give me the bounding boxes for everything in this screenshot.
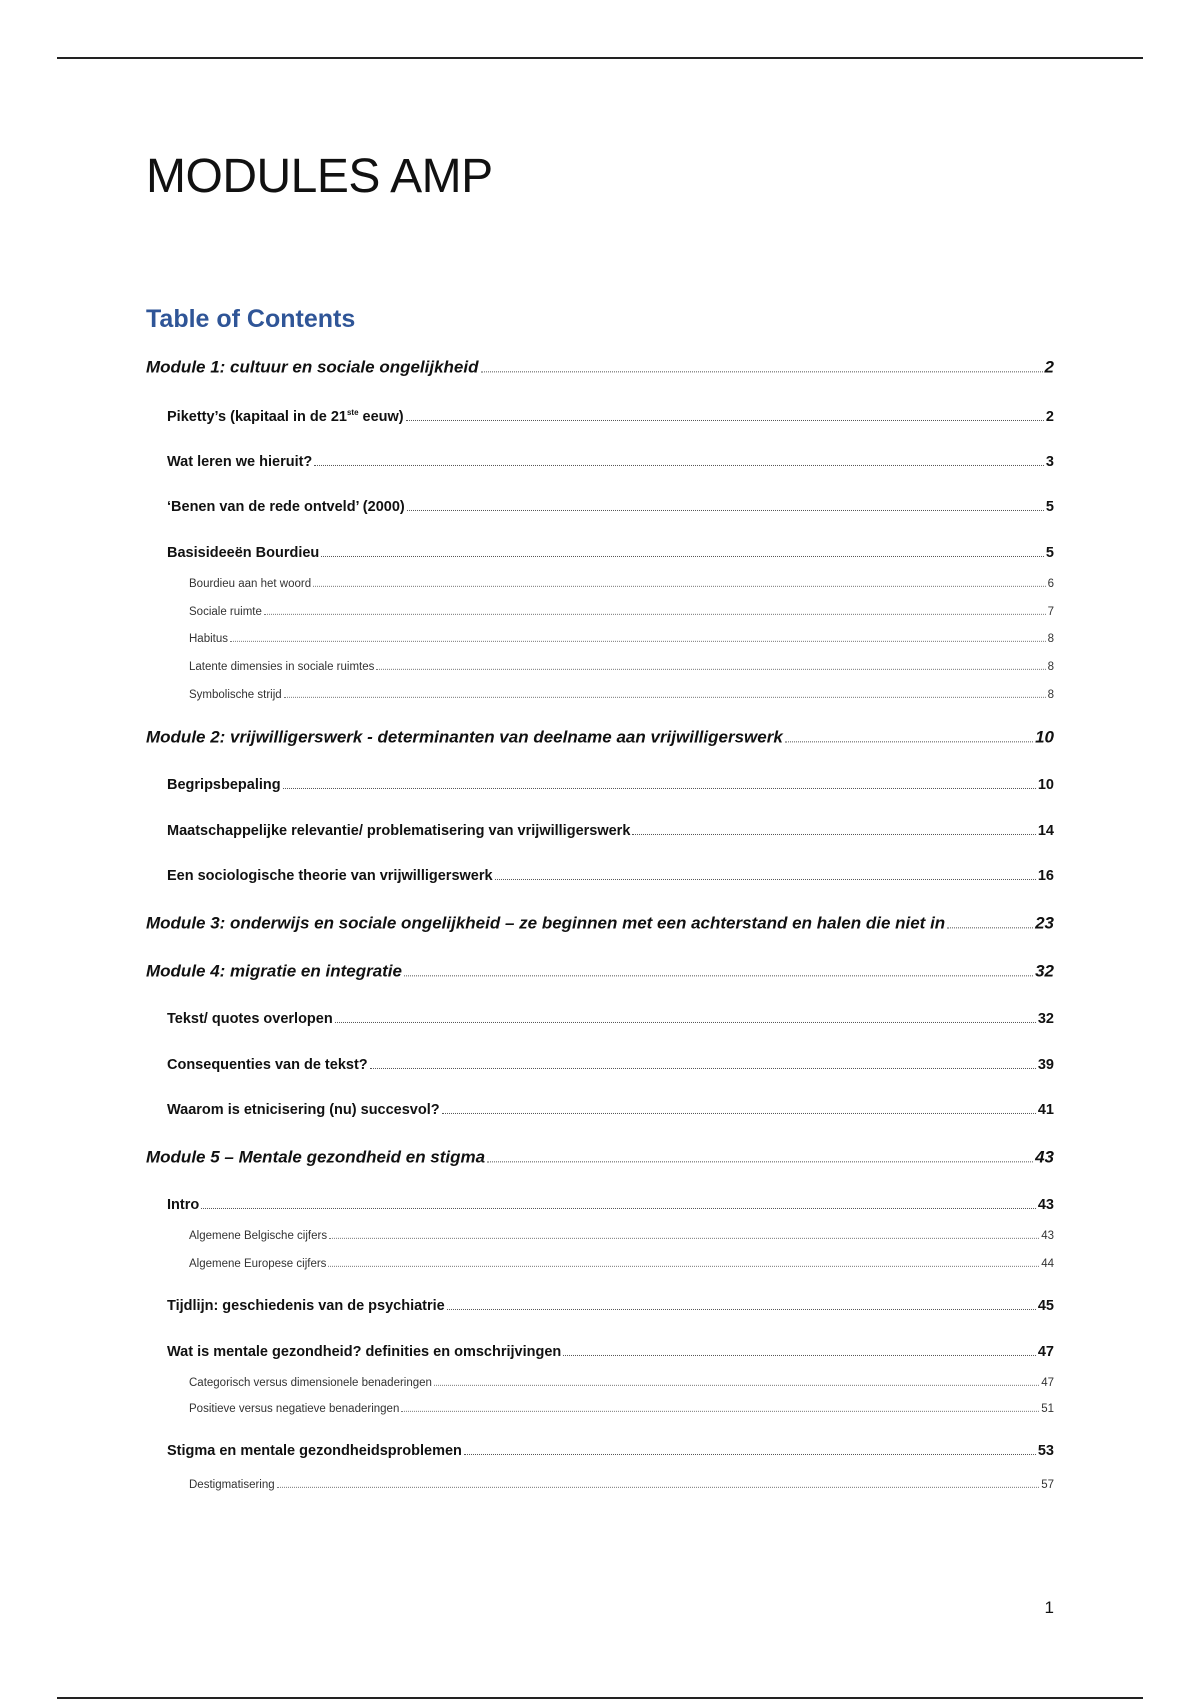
toc-entry-title: Intro	[167, 1197, 200, 1214]
document-title: MODULES AMP	[146, 150, 493, 203]
toc-entry-title: Latente dimensies in sociale ruimtes	[189, 661, 375, 674]
dot-leader	[335, 1009, 1036, 1023]
toc-entry-page-number: 3	[1045, 454, 1054, 471]
toc-entry-level2[interactable]	[167, 821, 1054, 839]
toc-entry-page-number: 5	[1045, 499, 1054, 516]
toc-entry-title: Bourdieu aan het woord	[189, 578, 312, 591]
toc-entry-page-number: 16	[1037, 868, 1054, 885]
toc-entry-page-number: 6	[1047, 578, 1054, 591]
toc-entry-level2[interactable]	[167, 497, 1054, 515]
toc-entry-level3[interactable]	[189, 576, 1054, 590]
dot-leader	[434, 1375, 1039, 1386]
dot-leader	[376, 659, 1045, 670]
page-number: 1	[1044, 1598, 1054, 1617]
toc-entry-level2[interactable]	[167, 1055, 1054, 1073]
toc-entry-title: Module 2: vrijwilligerswerk - determinanten van deelname aan vrijwilligerswerk	[146, 727, 783, 747]
footer-rule	[57, 1697, 1143, 1699]
toc-entry-title: Wat leren we hieruit?	[167, 454, 313, 471]
toc-entry-page-number: 32	[1035, 961, 1054, 981]
dot-leader	[407, 497, 1044, 511]
toc-entry-level1[interactable]	[146, 960, 1054, 981]
toc-entry-title: Module 1: cultuur en sociale ongelijkheid	[146, 357, 479, 377]
toc-entry-page-number: 47	[1041, 1377, 1054, 1390]
toc-entry-level3[interactable]	[189, 1401, 1054, 1415]
dot-leader	[277, 1477, 1040, 1488]
toc-entry-level2[interactable]	[167, 866, 1054, 884]
toc-entry-level1[interactable]	[146, 726, 1054, 747]
toc-entry-page-number: 7	[1047, 606, 1054, 619]
toc-entry-page-number: 32	[1037, 1011, 1054, 1028]
toc-entry-title: Begripsbepaling	[167, 777, 281, 794]
toc-entry-page-number: 43	[1035, 1147, 1054, 1167]
toc-entry-title: Stigma en mentale gezondheidsproblemen	[167, 1443, 462, 1460]
toc-entry-title: Destigmatisering	[189, 1479, 275, 1492]
dot-leader	[442, 1100, 1036, 1114]
toc-entry-level2[interactable]	[167, 1441, 1054, 1459]
dot-leader	[264, 604, 1046, 615]
toc-entry-title: Positieve versus negatieve benaderingen	[189, 1403, 400, 1416]
dot-leader	[230, 631, 1046, 642]
toc-entry-level2[interactable]	[167, 775, 1054, 793]
toc-entry-page-number: 8	[1047, 633, 1054, 646]
toc-entry-level3[interactable]	[189, 687, 1054, 701]
toc-entry-title: ‘Benen van de rede ontveld’ (2000)	[167, 499, 405, 516]
header-rule	[57, 57, 1143, 59]
dot-leader	[785, 726, 1033, 742]
toc-entry-level2[interactable]	[167, 543, 1054, 561]
toc-entry-page-number: 10	[1037, 777, 1054, 794]
toc-entry-page-number: 2	[1044, 357, 1054, 377]
dot-leader	[401, 1401, 1039, 1412]
toc-entry-page-number: 53	[1037, 1443, 1054, 1460]
toc-entry-title: Sociale ruimte	[189, 606, 262, 619]
toc-entry-title: Tekst/ quotes overlopen	[167, 1011, 333, 1028]
toc-entry-title: Consequenties van de tekst?	[167, 1057, 368, 1074]
toc-entry-level3[interactable]	[189, 1477, 1054, 1491]
toc-entry-title: Tijdlijn: geschiedenis van de psychiatrie	[167, 1298, 445, 1315]
dot-leader	[947, 912, 1033, 928]
toc-entry-level2[interactable]	[167, 1100, 1054, 1118]
toc-entry-page-number: 44	[1041, 1258, 1054, 1271]
toc-entry-page-number: 57	[1041, 1479, 1054, 1492]
toc-entry-level2[interactable]	[167, 407, 1054, 425]
dot-leader	[283, 775, 1036, 789]
toc-entry-title: Algemene Europese cijfers	[189, 1258, 327, 1271]
toc-entry-title: Basisideeën Bourdieu	[167, 545, 320, 562]
toc-entry-title: Wat is mentale gezondheid? definities en omschrijvingen	[167, 1344, 562, 1361]
toc-entry-title: Een sociologische theorie van vrijwilligerswerk	[167, 868, 493, 885]
toc-entry-title: Waarom is etnicisering (nu) succesvol?	[167, 1102, 440, 1119]
toc-entry-level1[interactable]	[146, 912, 1054, 933]
toc-entry-page-number: 8	[1047, 689, 1054, 702]
toc-entry-level3[interactable]	[189, 1228, 1054, 1242]
dot-leader	[370, 1055, 1036, 1069]
toc-entry-page-number: 47	[1037, 1344, 1054, 1361]
toc-entry-level1[interactable]	[146, 1146, 1054, 1167]
dot-leader	[201, 1195, 1036, 1209]
dot-leader	[447, 1296, 1036, 1310]
dot-leader	[321, 543, 1044, 557]
dot-leader	[284, 687, 1046, 698]
toc-entry-title: Module 3: onderwijs en sociale ongelijkheid – ze beginnen met een achterstand en halen die niet in	[146, 913, 946, 933]
toc-entry-page-number: 14	[1037, 823, 1054, 840]
toc-entry-page-number: 10	[1035, 727, 1054, 747]
toc-entry-level2[interactable]	[167, 1195, 1054, 1213]
toc-entry-page-number: 43	[1037, 1197, 1054, 1214]
toc-entry-level2[interactable]	[167, 452, 1054, 470]
toc-entry-title: Module 5 – Mentale gezondheid en stigma	[146, 1147, 486, 1167]
toc-entry-title: Piketty’s (kapitaal in de 21ste eeuw)	[167, 408, 404, 426]
dot-leader	[563, 1342, 1036, 1356]
toc-entry-page-number: 8	[1047, 661, 1054, 674]
toc-entry-superscript: ste	[346, 408, 359, 418]
toc-entry-title: Habitus	[189, 633, 228, 646]
dot-leader	[314, 452, 1044, 466]
toc-entry-level3[interactable]	[189, 659, 1054, 673]
dot-leader	[404, 960, 1033, 976]
toc-entry-level3[interactable]	[189, 1375, 1054, 1389]
toc-entry-level3[interactable]	[189, 1256, 1054, 1270]
toc-entry-title: Symbolische strijd	[189, 689, 282, 702]
toc-entry-level2[interactable]	[167, 1342, 1054, 1360]
toc-entry-level1[interactable]	[146, 356, 1054, 377]
toc-entry-title: Algemene Belgische cijfers	[189, 1230, 328, 1243]
toc-entry-level2[interactable]	[167, 1296, 1054, 1314]
dot-leader	[495, 866, 1036, 880]
toc-entry-page-number: 5	[1045, 545, 1054, 562]
toc-heading: Table of Contents	[146, 305, 356, 333]
dot-leader	[487, 1146, 1033, 1162]
toc-entry-page-number: 23	[1035, 913, 1054, 933]
dot-leader	[329, 1228, 1039, 1239]
dot-leader	[406, 407, 1044, 421]
dot-leader	[328, 1256, 1039, 1267]
toc-entry-page-number: 2	[1045, 409, 1054, 426]
dot-leader	[313, 576, 1045, 587]
dot-leader	[632, 821, 1035, 835]
toc-entry-page-number: 43	[1041, 1230, 1054, 1243]
dot-leader	[481, 356, 1043, 372]
toc-entry-title: Maatschappelijke relevantie/ problematisering van vrijwilligerswerk	[167, 823, 631, 840]
toc-entry-title: Module 4: migratie en integratie	[146, 961, 402, 981]
toc-entry-title: Categorisch versus dimensionele benaderingen	[189, 1377, 432, 1390]
toc-entry-level2[interactable]	[167, 1009, 1054, 1027]
toc-entry-level3[interactable]	[189, 604, 1054, 618]
toc-entry-page-number: 41	[1037, 1102, 1054, 1119]
dot-leader	[464, 1441, 1036, 1455]
toc-entry-level3[interactable]	[189, 631, 1054, 645]
toc-entry-page-number: 51	[1041, 1403, 1054, 1416]
toc-entry-page-number: 45	[1037, 1298, 1054, 1315]
toc-entry-page-number: 39	[1037, 1057, 1054, 1074]
